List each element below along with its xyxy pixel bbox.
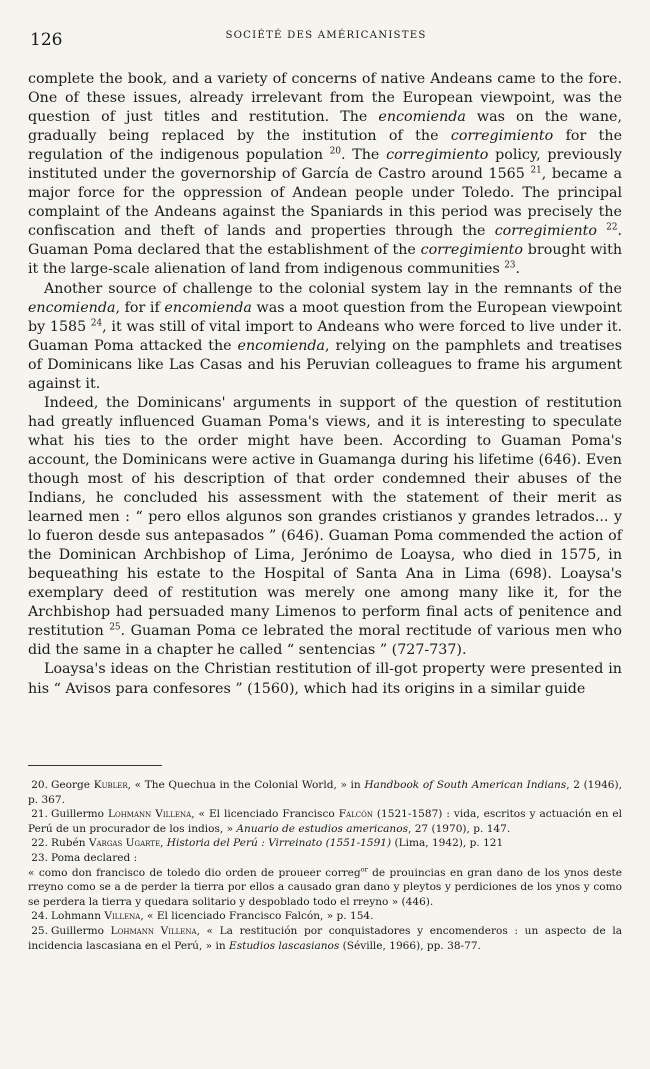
- main-text: [28, 70, 622, 699]
- footnote-ref-22[interactable]: 22: [606, 222, 618, 233]
- footnote-21: 21. Guillermo Lohmann Villena, « El licenciado Francisco Falcón (1521-1587) : vida, escritos y actuación en el Perú de un procurador de los indios, » Anuario de estudios americanos, 27 (1970), p. 147.: [28, 808, 622, 835]
- footnote-22: 22. Rubén Vargas Ugarte, Historia del Perú : Virreinato (1551-1591) (Lima, 1942), p. 121: [31, 837, 504, 850]
- running-head: SOCIÉTÉ DES AMÉRICANISTES: [225, 30, 427, 41]
- footnote-20: 20. George Kubler, « The Quechua in the Colonial World, » in Handbook of South American Indians, 2 (1946), p. 367.: [28, 779, 622, 806]
- footnote-ref-24[interactable]: 24: [90, 317, 103, 328]
- page-number: 126: [30, 30, 63, 50]
- footnote-ref-25[interactable]: 25: [109, 622, 121, 633]
- footnote-ref-23[interactable]: 23: [504, 260, 516, 271]
- footnote-24: 24. Lohmann Villena, « El licenciado Francisco Falcón, » p. 154.: [31, 910, 374, 923]
- footnote-ref-20[interactable]: 20: [329, 146, 341, 157]
- footnote-23: 23. Poma declared :: [31, 851, 138, 864]
- footnote-divider: [28, 765, 162, 766]
- footnote-ref-21[interactable]: 21: [530, 165, 542, 176]
- footnote-23-quote: « como don francisco de toledo dio orden de proueer correg$^{or}$ de prouincias en gran dano de los ynos deste rreyno como se a de perder la tierra por ellos a causado gran dano y pleytos y perdiciones de los ynos y como se perdera la tierra y quedara solitario y despoblado todo el rreyno » (446).: [28, 865, 622, 908]
- footnote-25: 25. Guillermo Lohmann Villena, « La restitución por conquistadores y encomenderos : un aspecto de la incidencia lascasiana en el Perú, » in Estudios lascasianos (Séville, 1966), pp. 38-77.: [28, 924, 623, 952]
- page-header: [30, 30, 622, 54]
- footnotes: [28, 778, 622, 953]
- paragraph-4: Loaysa's ideas on the Christian restitution of ill-got property were presented in his “ Avisos para confesores ” (1560), which had its origins in a similar guide: [28, 661, 622, 697]
- paragraph-3: Indeed, the Dominicans' arguments in support of the question of restitution had greatly influenced Guaman Poma's views, and it is interesting to speculate what his ties to the order might have been. According to Guaman Poma's account, the Dominicans were active in Guamanga during his lifetime (646). Even though most of his description of that order condemned their abuses of the Indians, he concluded his assessment with the statement of their merit as learned men : “ pero ellos algunos son grandes cristianos y grandes letrados... y lo fueron desde sus antepasados ” (646). Guaman Poma commended the action of the Dominican Archbishop of Lima, Jerónimo de Loaysa, who died in 1575, in bequeathing his estate to the Hospital of Santa Ana in Lima (698). Loaysa's exemplary deed of restitution was merely one among many like it, for the Archbishop had persuaded many Limenos to perform final acts of penitence and restitution $^{25}$. Guaman Poma ce lebrated the moral rectitude of various men who did the same in a chapter he called “ sentencias ” (727-737).: [28, 394, 622, 659]
- paragraph-1: complete the book, and a variety of concerns of native Andeans came to the fore. One of these issues, already irrelevant from the European viewpoint, was the question of just titles and restitution. The encomienda was on the wane, gradually being replaced by the institution of the corregimiento for the regulation of the indigenous population $^{20}$. The corregimiento policy, previously instituted under the governorship of García de Castro around 1565 $^{21}$, became a major force for the oppression of Andean people under Toledo. The principal complaint of the Andeans against the Spaniards in this period was precisely the confiscation and theft of lands and properties through the corregimiento $^{22}$. Guaman Poma declared that the establishment of the corregimiento brought with it the large-scale alienation of land from indigenous communities $^{23}$.: [28, 71, 623, 278]
- paragraph-2: Another source of challenge to the colonial system lay in the remnants of the encomienda, for if encomienda was a moot question from the European viewpoint by 1585 $^{24}$, it was still of vital import to Andeans who were forced to live under it. Guaman Poma attacked the encomienda, relying on the pamphlets and treatises of Dominicans like Las Casas and his Peruvian colleagues to frame his argument against it.: [28, 280, 623, 392]
